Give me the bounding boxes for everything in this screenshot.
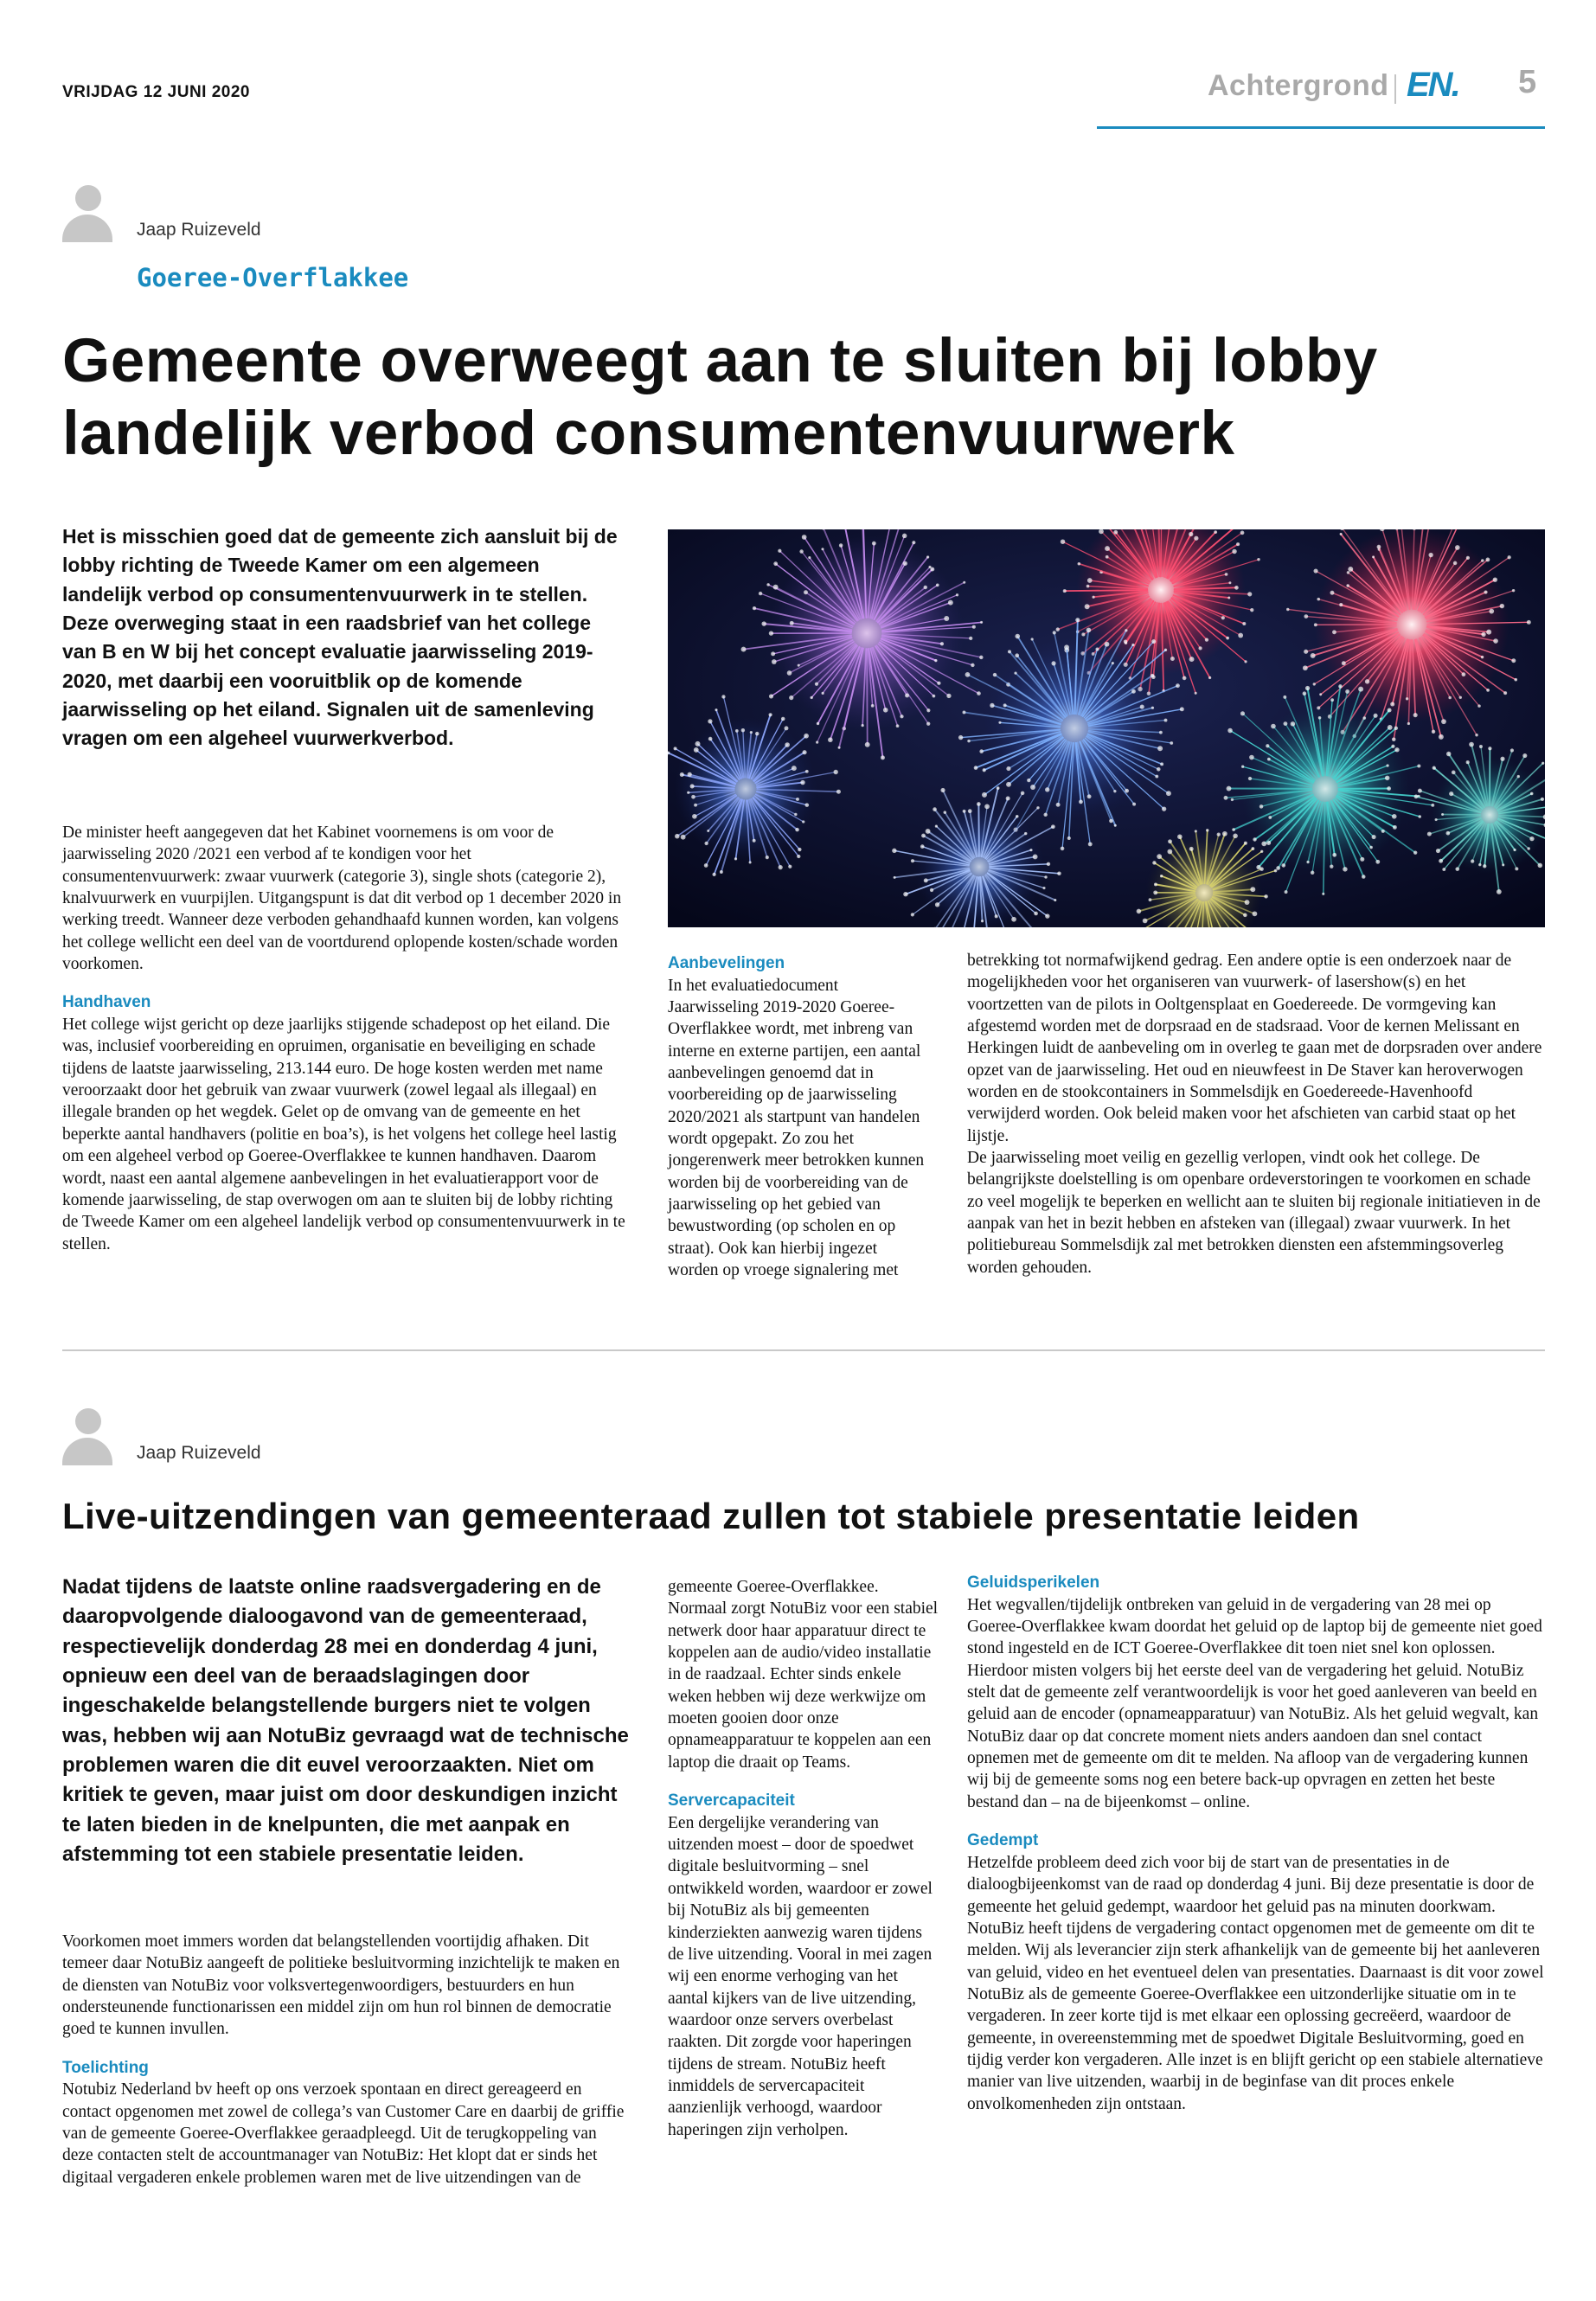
article2-subhead-gedempt: Gedempt bbox=[967, 1831, 1039, 1850]
header-rule bbox=[1097, 126, 1545, 129]
article2-subhead-toelichting: Toelichting bbox=[62, 2058, 149, 2077]
article1-region: Goeree-Overflakkee bbox=[137, 263, 409, 292]
article2-gedempt-text: Hetzelfde probleem deed zich voor bij de start van de presentaties in de dialoogbijeenkomst van de raad op donderdag 4 juni. Bij deze presentatie is door de gemeente het geluid gedempt, waardoor het geluid pas na minuten doorkwam. NotuBiz heeft tijdens de vergadering contact opgenomen met de gemeente om dit te melden. Wij als leverancier zijn sterk afhankelijk van de gemeente bij het aanleveren van geluid, video en het eventueel delen van presentaties. Daarnaast is dit voor zowel NotuBiz als de gemeente Goeree-Overflakkee een uitzonderlijke situatie om in te vergaderen. In zeer korte tijd is met elkaar een oplossing gecreëerd, waardoor de gemeente, in overeenstemming met de spoedwet Digitale Besluitvorming, goed en tijdig verder kon vergaderen. Alle inzet is en blijft gericht op een stabiele alternatieve manier van live uitzenden, waarbij in de beginfase van dit proces enkele onvolkomenheden zijn ontstaan. bbox=[967, 1853, 1544, 2113]
article2-author: Jaap Ruizeveld bbox=[137, 1443, 261, 1463]
article1-col3-text-a: betrekking tot normafwijkend gedrag. Een andere optie is een onderzoek naar de mogelijkheden voor het organiseren van vuurwerk- of lasershow(s) en het voortzetten van de pilots in Ooltgensplaat en Goedereede. De vormgeving kan afgestemd worden met de dorpsraad en de stadsraad. Voor de kernen Melissant en Herkingen luidt de aanbeveling om in overleg te gaan met de dorpsraden over andere opzet van de jaarwisseling. Het oud en nieuwfeest in De Staver kan heroverwogen worden en de stookcontainers in Sommelsdijk en Goedereede-Havenhoofd verwijderd worden. Ook beleid maken voor het afschieten van carbid staat op het lijstje. bbox=[967, 952, 1542, 1145]
article1-intro: De minister heeft aangegeven dat het Kabinet voornemens is om voor de jaarwisseling 2020 /2021 een verbod af te kondigen voor het consumentenvuurwerk: zwaar vuurwerk (categorie 3), single shots (categorie 2), knalvuurwerk en vuurpijlen. Uitgangspunt is dat dit verbod op 1 december 2020 in werking treedt. Wanneer deze verboden gehandhaafd kunnen worden, kan volgens het college wellicht een deel van de voortdurend oplopende kosten/schade worden voorkomen. bbox=[62, 824, 622, 974]
issue-date: VRIJDAG 12 JUNI 2020 bbox=[62, 83, 250, 101]
article2-geluid-text: Het wegvallen/tijdelijk ontbreken van geluid in de vergadering van 28 mei op Goeree-Overflakkee kwam doordat het geluid op de laptop bij de gemeente niet goed stond ingesteld en de ICT Goeree-Overflakkee dit toen niet snel kon oplossen. Hierdoor misten volgers bij het eerste deel van de vergadering het geluid. NotuBiz stelt dat de gemeente zelf verantwoordelijk is voor het goed aanleveren van beeld en geluid aan de encoder (opnameapparatuur) van NotuBiz. Als het geluid wegvalt, kan NotuBiz daar op dat concrete moment niets anders aandoen dan snel contact opnemen met de gemeente om dit te melden. Na afloop van de vergadering kunnen wij bij de gemeente soms nog een betere back-up opvragen en zetten het beste bestand dan – na de bijeenkomst – online. bbox=[967, 1595, 1542, 1811]
article-divider bbox=[62, 1349, 1545, 1351]
article2-toelichting-text: Notubiz Nederland bv heeft op ons verzoek spontaan en direct gereageerd en contact opgenomen met zowel de collega’s van Customer Care en daarbij de griffie van de gemeente Goeree-Overflakkee geraadpleegd. Uit de terugkoppeling van deze contacten stelt de accountmanager van NotuBiz: Het klopt dat er sinds het digitaal vergaderen enkele problemen waren met de live uitzendingen van de bbox=[62, 2080, 625, 2187]
article1-aanbevelingen-text: In het evaluatiedocument Jaarwisseling 2019-2020 Goeree-Overflakkee wordt, met inbreng van interne en externe partijen, een aantal aanbevelingen genoemd dat in voorbereiding op de jaarwisseling 2020/2021 als startpunt van handelen wordt opgepakt. Zo zou het jongerenwerk meer betrokken kunnen worden bij de voorbereiding van de jaarwisseling op het gebied van bewustwording (op scholen en op straat). Ook kan hierbij ingezet worden op vroege signalering met bbox=[668, 976, 925, 1280]
article1-subhead-handhaven: Handhaven bbox=[62, 993, 151, 1012]
article2-lead: Nadat tijdens de laatste online raadsvergadering en de daaropvolgende dialoogavond van de gemeenteraad, respectievelijk donderdag 28 mei en donderdag 4 juni, opnieuw een deel van de beraadslagingen door ingeschakelde belangstellende burgers niet te volgen was, hebben wij aan NotuBiz gevraagd wat de technische problemen waren die dit euvel veroorzaakten. Niet om kritiek te geven, maar juist om door deskundigen inzicht te laten bieden in de knelpunten, die met aanpak en afstemming tot een stabiele presentatie leiden. bbox=[62, 1575, 629, 1866]
article2-server-text: Een dergelijke verandering van uitzenden moest – door de spoedwet digitale besluitvorming – snel ontwikkeld worden, waardoor er zowel bij NotuBiz als bij gemeenten kinderziekten aanwezig waren tijdens de live uitzending. Vooral in mei zagen wij een enorme verhoging van het aantal kijkers van de live uitzending, waardoor onze servers overbelast raakten. Dit zorgde voor haperingen tijdens de stream. NotuBiz heeft inmiddels de servercapaciteit aanzienlijk verhoogd, waardoor haperingen zijn verholpen. bbox=[668, 1813, 933, 2139]
author-avatar-icon bbox=[62, 185, 112, 242]
author-avatar-icon bbox=[62, 1408, 112, 1465]
article1-column1 bbox=[62, 822, 626, 1255]
article2-intro: Voorkomen moet immers worden dat belangstellenden voortijdig afhaken. Dit temeer daar NotuBiz aangeeft de politieke besluitvorming inzichtelijk te maken en de diensten van NotuBiz voor volksvertegenwoordigers, bestuurders en hun ondersteunende functionarissen een middel zijn om hun rol binnen de democratie goed te kunnen invullen. bbox=[62, 1932, 620, 2039]
article1-column2 bbox=[668, 953, 927, 1282]
article2-headline: Live-uitzendingen van gemeenteraad zullen tot stabiele presentatie leiden bbox=[62, 1496, 1360, 1536]
section-label: Achtergrond bbox=[1208, 69, 1389, 102]
header-separator bbox=[1394, 74, 1396, 104]
article1-lead: Het is misschien goed dat de gemeente zich aansluit bij de lobby richting de Tweede Kamer om een algemeen landelijk verbod op consumentenvuurwerk in te stellen. Deze overweging staat in een raadsbrief van het college van B en W bij het concept evaluatie jaarwisseling 2019-2020, met daarbij een vooruitblik op de komende jaarwisseling op het eiland. Signalen uit de samenleving vragen om een algeheel vuurwerkverbod. bbox=[62, 525, 618, 750]
article2-col2-text: gemeente Goeree-Overflakkee. Normaal zorgt NotuBiz voor een stabiel netwerk door haar apparatuur direct te koppelen aan de audio/video installatie in de raadzaal. Echter sinds enkele weken hebben wij deze werkwijze om moeten gooien door onze opnameapparatuur te koppelen aan een laptop die draait op Teams. bbox=[668, 1578, 939, 1772]
article1-author: Jaap Ruizeveld bbox=[137, 220, 261, 240]
page-number: 5 bbox=[1518, 64, 1537, 100]
article2-column3 bbox=[967, 1573, 1545, 2115]
article2-column1 bbox=[62, 1931, 626, 2189]
article1-column3 bbox=[967, 950, 1545, 1279]
article2-subhead-servercapaciteit: Servercapaciteit bbox=[668, 1791, 795, 1811]
article1-handhaven-text: Het college wijst gericht op deze jaarlijks stijgende schadepost op het eiland. Die was, inclusief voorbereiding en opruimen, organisatie en beveiliging en schade tijdens de laatste jaarwisseling, 213.144 euro. De hoge kosten werden met name veroorzaakt door het gebruik van zwaar vuurwerk (zowel legaal als illegaal) en illegale branden op het wegdek. Gelet op de omvang van de gemeente en het beperkte aantal handhavers (politie en boa’s), is het volgens het college heel lastig om een algeheel verbod op Goeree-Overflakkee te kunnen handhaven. Daarom wordt, naast een aantal algemene aanbevelingen in het evaluatierapport voor de komende jaarwisseling, de stap overwogen om aan te sluiten bij de lobby richting de Tweede Kamer om een algeheel landelijk verbod op consumentenvuurwerk in te stellen. bbox=[62, 1016, 625, 1253]
fireworks-photo bbox=[668, 529, 1545, 927]
newspaper-logo: EN. bbox=[1407, 66, 1459, 104]
article2-column2 bbox=[668, 1576, 939, 2141]
article2-subhead-geluidsperikelen: Geluidsperikelen bbox=[967, 1574, 1100, 1592]
article1-subhead-aanbevelingen: Aanbevelingen bbox=[668, 954, 785, 972]
article1-headline: Gemeente overweegt aan te sluiten bij lobby landelijk verbod consumentenvuurwerk bbox=[62, 327, 1378, 468]
article1-col3-text-b: De jaarwisseling moet veilig en gezellig verlopen, vindt ook het college. De belangrijkste doelstelling is om openbare ordeverstoringen te voorkomen en schade zo veel mogelijk te beperken en wellicht aan te sluiten bij regionale initiatieven in de aanpak van het in bezit hebben en afsteken van (illegaal) zwaar vuurwerk. In het politiebureau Sommelsdijk zal met betrokken diensten een afstemmingsoverleg worden gehouden. bbox=[967, 1149, 1541, 1277]
